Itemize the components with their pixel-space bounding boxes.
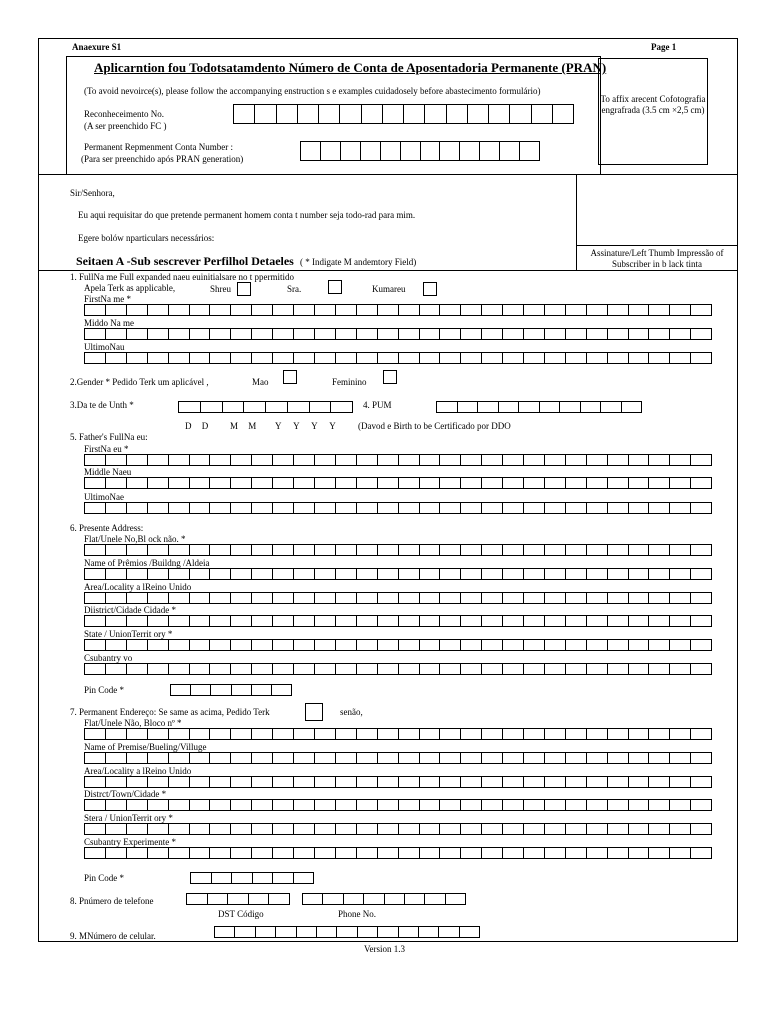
present-flat-label: Flat/Unele No,Bl ock não. *: [84, 534, 186, 544]
perm-state-input[interactable]: [84, 823, 712, 835]
dob-note: (Davod e Birth to be Certificado por DDO: [358, 421, 511, 431]
signature-area[interactable]: [577, 175, 736, 244]
q1-sub: Apela Terk as applicable,: [84, 283, 176, 293]
version-label: Version 1.3: [364, 944, 405, 954]
title-box-left: [66, 56, 67, 174]
present-pin-label: Pin Code *: [84, 685, 125, 695]
pum-input[interactable]: [436, 401, 642, 413]
gender-female-label: Feminino: [332, 377, 367, 387]
divider: [38, 270, 738, 271]
dob-yyyy: Y Y Y Y: [275, 421, 336, 431]
receipt-label: Reconheceimento No.: [84, 109, 164, 119]
q3-label: 3.Da te de Unth *: [70, 400, 134, 410]
request-text: Eu aqui requisitar do que pretende permanent homem conta t number seja todo-rad para mim.: [78, 210, 416, 220]
title-box-top: [66, 56, 600, 57]
instruction-text: (To avoid nevoirce(s), please follow the accompanying enstruction s e examples cuidadosely before abastecimento formulário): [84, 86, 541, 96]
phone-number-input[interactable]: [302, 893, 466, 905]
section-a-title: Seitaen A -Sub sescrever Perfilhol Detaeles: [76, 254, 294, 268]
perm-premises-label: Name of Premise/Bueling/Villuge: [84, 742, 207, 752]
checkbox-same-address[interactable]: [305, 703, 323, 721]
checkbox-shri[interactable]: [237, 282, 251, 296]
present-state-label: State / UnionTerrit ory *: [84, 629, 173, 639]
signature-label: Assinature/Left Thumb Impressão of Subscriber in b lack tinta: [590, 248, 724, 269]
perm-pin-label: Pin Code *: [84, 873, 125, 883]
perm-district-input[interactable]: [84, 799, 712, 811]
receipt-number-input[interactable]: [233, 104, 574, 124]
q7-label-else: senão,: [340, 707, 363, 717]
std-code-label: DST Código: [218, 909, 264, 919]
receipt-sub: (A ser preenchido FC ): [84, 121, 167, 131]
q1-label: 1. FullNa me Full expanded naeu euinitialsare no t ppermitido: [70, 272, 294, 282]
middle-name-label: Middo Na me: [84, 318, 134, 328]
annexure-label: Anaexure S1: [72, 42, 122, 52]
dob-dd: D D: [185, 421, 209, 431]
father-first-input[interactable]: [84, 454, 712, 466]
dob-mm: M M: [230, 421, 257, 431]
q2-label: 2.Gender * Pedido Terk um aplicável ,: [70, 377, 209, 387]
dob-input[interactable]: [178, 401, 353, 413]
perm-flat-label: Flat/Unele Não, Bloco nº *: [84, 718, 182, 728]
present-area-input[interactable]: [84, 592, 712, 604]
last-name-input[interactable]: [84, 352, 712, 364]
particulars-text: Egere bolów nparticulars necessários:: [78, 233, 215, 243]
q8-label: 8. Pnúmero de telefone: [70, 896, 154, 906]
present-premises-input[interactable]: [84, 568, 712, 580]
pran-sub: (Para ser preenchido após PRAN generation): [81, 154, 244, 164]
perm-country-input[interactable]: [84, 847, 712, 859]
perm-area-label: Area/Locality a lReino Unido: [84, 766, 192, 776]
q6-label: 6. Presente Address:: [70, 523, 144, 533]
mobile-number-input[interactable]: [214, 926, 480, 938]
perm-state-label: Stera / UnionTerrit ory *: [84, 813, 173, 823]
pran-label: Permanent Repmenment Conta Number :: [84, 142, 233, 152]
checkbox-female[interactable]: [383, 370, 397, 384]
mandatory-note: ( * Indigate M andemtory Field): [300, 257, 417, 267]
gender-male-label: Mao: [252, 377, 269, 387]
opt-kumari-label: Kumareu: [372, 284, 406, 294]
present-country-input[interactable]: [84, 663, 712, 675]
photo-instruction: To affix arecent Cofotografia engrafrada (3.5 cm ×2,5 cm): [600, 94, 706, 115]
q7-label: 7. Permanent Endereço: Se same as acima, Pedido Terk: [70, 707, 270, 717]
present-district-label: Diistrict/Cidade Cidade *: [84, 605, 176, 615]
q9-label: 9. MNúmero de celular.: [70, 931, 156, 941]
father-last-label: UltimoNae: [84, 492, 124, 502]
checkbox-kumari[interactable]: [423, 282, 437, 296]
perm-country-label: Csubantry Experimente *: [84, 837, 176, 847]
father-first-label: FirstNa eu *: [84, 444, 129, 454]
middle-name-input[interactable]: [84, 328, 712, 340]
perm-premises-input[interactable]: [84, 752, 712, 764]
salutation: Sir/Senhora,: [70, 188, 115, 198]
perm-area-input[interactable]: [84, 776, 712, 788]
form-title: Aplicarntion fou Todotsatamdento Número de Conta de Aposentadoria Permanente (PRAN): [94, 60, 607, 75]
present-flat-input[interactable]: [84, 544, 712, 556]
signature-divider: [576, 245, 738, 246]
q4-label: 4. PUM: [363, 400, 392, 410]
checkbox-smt[interactable]: [328, 280, 342, 294]
father-last-input[interactable]: [84, 502, 712, 514]
present-premises-label: Name of Prêmios /Buildng /Aldeia: [84, 558, 210, 568]
last-name-label: UltimoNau: [84, 342, 125, 352]
opt-shri-label: Shreu: [210, 284, 231, 294]
perm-flat-input[interactable]: [84, 728, 712, 740]
father-middle-input[interactable]: [84, 477, 712, 489]
present-district-input[interactable]: [84, 615, 712, 627]
present-state-input[interactable]: [84, 639, 712, 651]
pran-number-input[interactable]: [300, 141, 540, 161]
present-country-label: Csubantry vo: [84, 653, 133, 663]
checkbox-male[interactable]: [283, 370, 297, 384]
father-middle-label: Middle Naeu: [84, 467, 132, 477]
present-area-label: Area/Locality a lReino Unido: [84, 582, 192, 592]
present-pin-input[interactable]: [170, 684, 292, 696]
perm-pin-input[interactable]: [190, 872, 314, 884]
first-name-input[interactable]: [84, 304, 712, 316]
page-number: Page 1: [651, 42, 677, 52]
q5-label: 5. Father's FullNa eu:: [70, 432, 148, 442]
perm-district-label: Distrct/Town/Cidade *: [84, 789, 167, 799]
phone-no-label: Phone No.: [338, 909, 376, 919]
opt-smt-label: Sra.: [287, 284, 302, 294]
std-code-input[interactable]: [186, 893, 290, 905]
first-name-label: FirstNa me *: [84, 294, 131, 304]
